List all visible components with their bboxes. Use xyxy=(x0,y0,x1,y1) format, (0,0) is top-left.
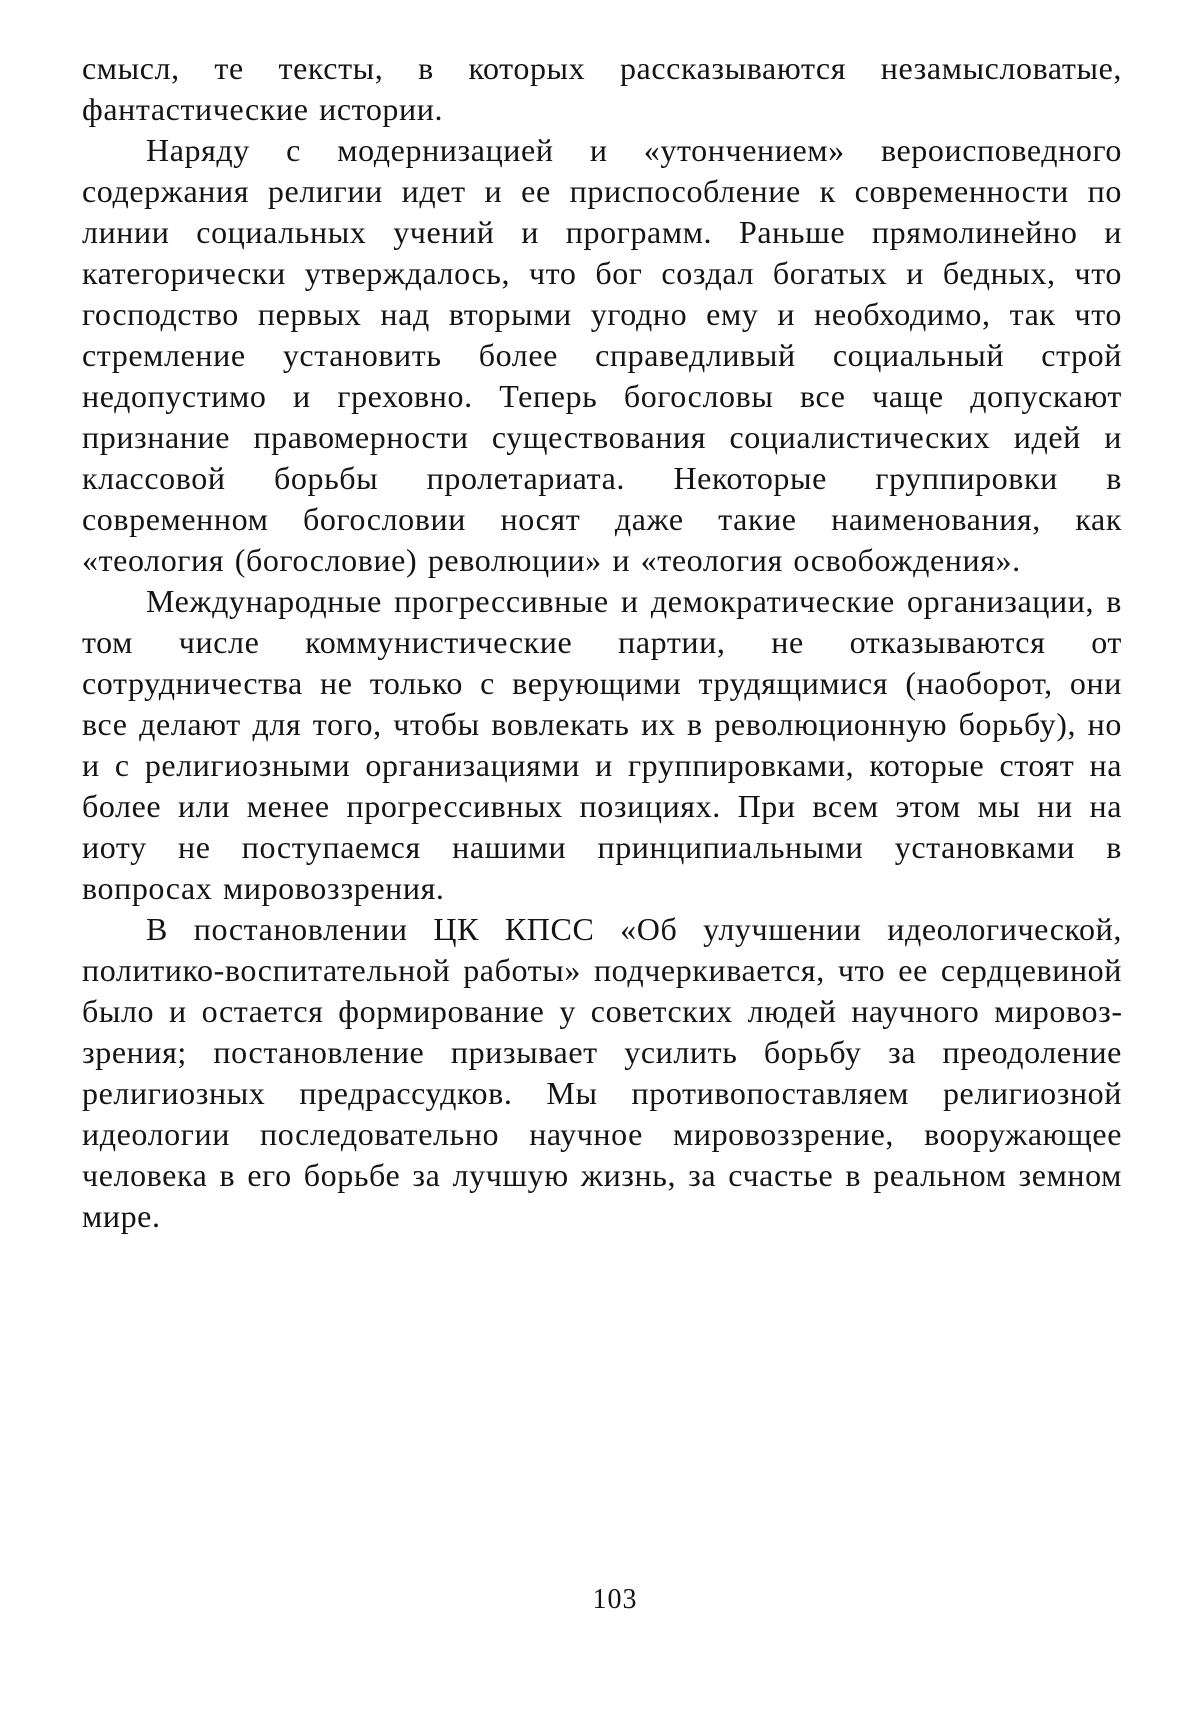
page-number: 103 xyxy=(592,1584,638,1615)
paragraph-3: Международные прогрессивные и демократические организации, в том числе коммунистические партии, не отказываются от сотрудничества не только с верующими трудящимися (наоборот, они все делают для того, чтобы вовлекать их в революционную борьбу), но и с религиозными организациями и группировками, которые стоят на более или менее прогрессивных позициях. При всем этом мы ни на иоту не поступаемся нашими принципиальными установками в вопросах мировоззрения. xyxy=(82,583,1122,906)
paragraph-1: смысл, те тексты, в которых рассказываются незамысловатые, фантастические истории. xyxy=(82,50,1122,127)
page-body xyxy=(82,48,1122,1237)
paragraph-2: Наряду с модернизацией и «утончением» вероисповедного содержания религии идет и ее приспособление к современности по линии социальных учений и программ. Раньше прямолинейно и категорически утверждалось, что бог создал богатых и бедных, что господство первых над вторыми угодно ему и необходимо, так что стремление установить более справедливый социальный строй недопустимо и греховно. Теперь богословы все чаще допускают признание правомерности существования социалистических идей и классовой борьбы пролетариата. Некоторые группировки в современном богословии носят даже такие наименования, как «теология (богословие) революции» и «теология освобождения». xyxy=(82,132,1122,578)
paragraph-4: В постановлении ЦК КПСС «Об улучшении идеологической, политико-воспитательной работы» подчеркивается, что ее сердцевиной было и остается формирование у советских людей научного мировоззрения; постановление призывает усилить борьбу за преодоление религиозных предрассудков. Мы противопоставляем религиозной идеологии последовательно научное мировоззрение, вооружающее человека в его борьбе за лучшую жизнь, за счастье в реальном земном мире. xyxy=(82,911,1122,1234)
